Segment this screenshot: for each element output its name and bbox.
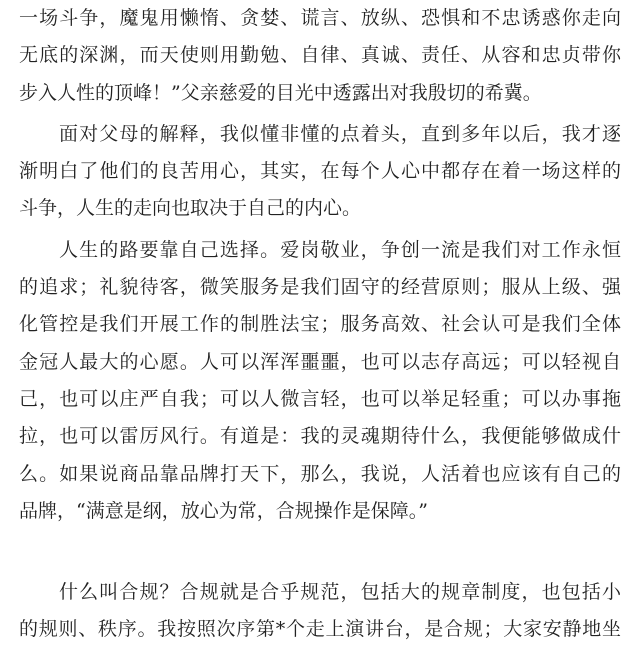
- paragraph-2: [19, 116, 621, 228]
- text-line: 金冠人最大的心愿。人可以浑浑噩噩，也可以志存高远；可以轻视自: [19, 350, 621, 373]
- text-line: 么。如果说商品靠品牌打天下，那么，我说，人活着也应该有自己的: [19, 462, 621, 485]
- text-line: 拉，也可以雷厉风行。有道是：我的灵魂期待什么，我便能够做成什: [19, 425, 621, 448]
- text-line: 一场斗争，魔鬼用懒惰、贪婪、谎言、放纵、恐惧和不忠诱惑你走向: [19, 7, 621, 29]
- paragraph-4: [19, 574, 621, 649]
- text-line: 无底的深渊，而天使则用勤勉、自律、真诚、责任、从容和忠贞带你: [19, 44, 621, 67]
- document-body: [19, 0, 621, 653]
- text-line: 斗争，人生的走向也取决于自己的内心。: [19, 197, 362, 220]
- paragraph-1: [19, 0, 621, 112]
- text-line: 步入人性的顶峰！”父亲慈爱的目光中透露出对我殷切的希冀。: [19, 81, 542, 104]
- text-line: 品牌，“满意是纲，放心为常，合规操作是保障。”: [19, 499, 428, 522]
- text-line: 渐明白了他们的良苦用心，其实，在每个人心中都存在着一场这样的: [19, 160, 621, 183]
- text-line: 的规则、秩序。我按照次序第*个走上演讲台，是合规；大家安静地坐: [19, 618, 621, 641]
- text-line: 的追求；礼貌待客，微笑服务是我们固守的经营原则；服从上级、强: [19, 276, 621, 299]
- paragraph-3: [19, 232, 621, 530]
- text-line: 人生的路要靠自己选择。爱岗敬业，争创一流是我们对工作永恒: [59, 238, 621, 261]
- text-line: 面对父母的解释，我似懂非懂的点着头，直到多年以后，我才逐: [59, 122, 621, 145]
- text-line: 化管控是我们开展工作的制胜法宝；服务高效、社会认可是我们全体: [19, 313, 621, 336]
- text-line: 什么叫合规？合规就是合乎规范，包括大的规章制度，也包括小: [59, 581, 621, 604]
- text-line: 己，也可以庄严自我；可以人微言轻，也可以举足轻重；可以办事拖: [19, 387, 621, 410]
